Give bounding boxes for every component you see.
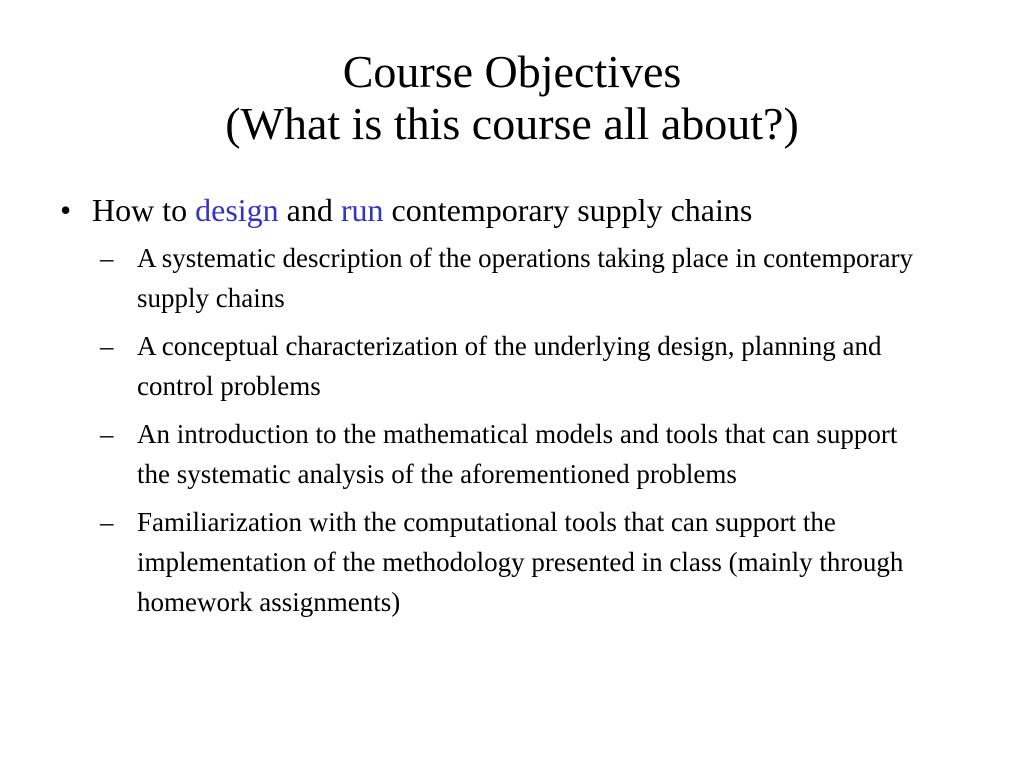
bullet-highlight-design: design <box>195 192 279 228</box>
bullet-highlight-run: run <box>340 192 384 228</box>
sub-bullet-item <box>60 326 937 406</box>
sub-bullet-item <box>60 502 937 622</box>
slide-title <box>0 46 1024 150</box>
sub-bullet-marker: – <box>100 507 114 537</box>
bullet-text-after: contemporary supply chains <box>383 192 753 228</box>
title-line-2: (What is this course all about?) <box>225 98 799 149</box>
sub-bullet-marker: – <box>100 419 114 449</box>
bullet-text-middle: and <box>278 192 341 228</box>
sub-bullet-item <box>60 414 937 494</box>
sub-bullet-marker: – <box>100 331 114 361</box>
sub-bullet-text: Familiarization with the computational tools that can support the implementation of the methodology presented in class (mainly through homework assignments) <box>137 507 904 617</box>
main-bullet <box>60 190 960 230</box>
bullet-text-before: How to <box>92 192 196 228</box>
slide-content <box>60 190 960 630</box>
title-line-1: Course Objectives <box>342 46 682 97</box>
bullet-marker: • <box>60 192 72 228</box>
sub-bullet-text: An introduction to the mathematical models and tools that can support the systematic analysis of the aforementioned problems <box>137 419 898 489</box>
sub-bullet-marker: – <box>100 243 114 273</box>
sub-bullet-list <box>60 238 960 622</box>
sub-bullet-item <box>60 238 937 318</box>
sub-bullet-text: A conceptual characterization of the underlying design, planning and control problems <box>137 331 882 401</box>
sub-bullet-text: A systematic description of the operations taking place in contemporary supply chains <box>137 243 914 313</box>
